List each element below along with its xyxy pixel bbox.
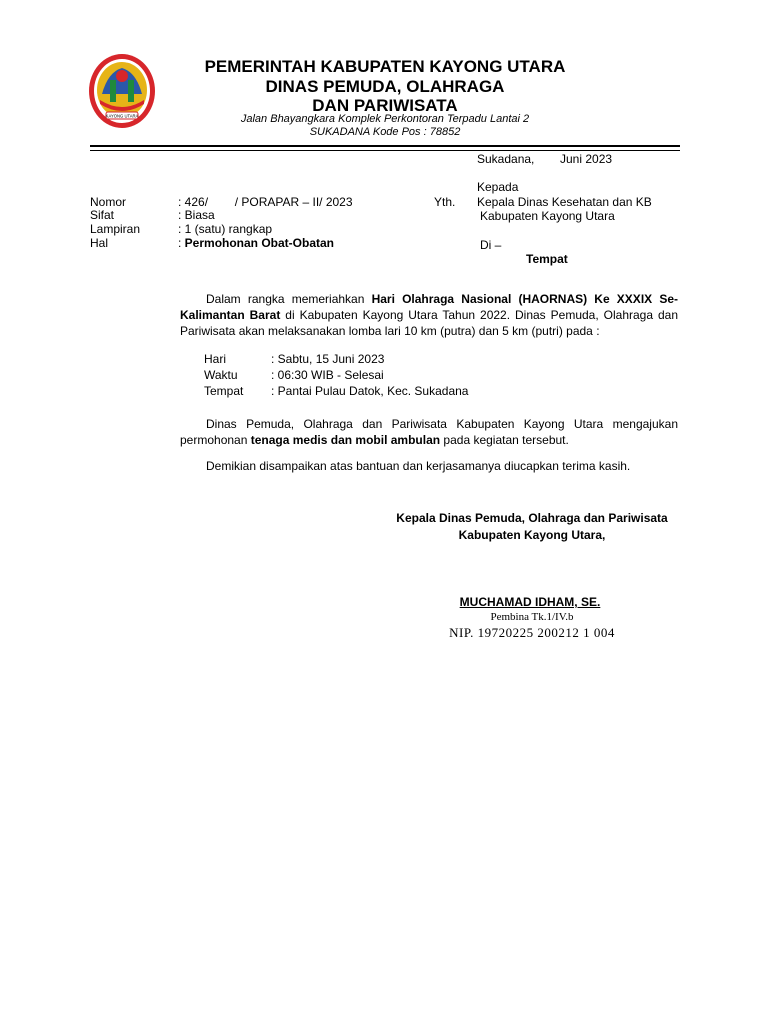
meta-hal-prefix: :	[178, 236, 185, 250]
date-month-year: Juni 2023	[560, 152, 613, 166]
signature-name-text: MUCHAMAD IDHAM, SE.	[459, 595, 601, 609]
recipient-kepada: Kepada	[477, 180, 519, 194]
recipient-tempat: Tempat	[526, 252, 568, 266]
signature-rank: Pembina Tk.1/IV.b	[490, 611, 574, 623]
schedule-label-waktu: Waktu	[204, 368, 238, 382]
body-paragraph-3: Demikian disampaikan atas bantuan dan kerjasamanya diucapkan terima kasih.	[206, 459, 631, 473]
meta-value-sifat: : Biasa	[178, 208, 215, 222]
signature-nip: NIP. 19720225 200212 1 004	[449, 625, 615, 640]
schedule-value-tempat: : Pantai Pulau Datok, Kec. Sukadana	[271, 384, 469, 398]
meta-value-nomor: : 426/ / PORAPAR – II/ 2023	[178, 195, 353, 209]
meta-label-lampiran: Lampiran	[90, 222, 141, 236]
recipient-line-1: Kepala Dinas Kesehatan dan KB	[477, 195, 652, 209]
meta-label-sifat: Sifat	[90, 208, 115, 222]
body-paragraph-2	[180, 416, 678, 448]
letterhead-line-1: PEMERINTAH KABUPATEN KAYONG UTARA	[204, 57, 566, 76]
signature-title-1: Kepala Dinas Pemuda, Olahraga dan Pariwisata	[396, 511, 668, 525]
letterhead-rule-thick	[90, 145, 680, 147]
date-place: Sukadana,	[477, 152, 535, 166]
meta-value-hal	[178, 236, 334, 250]
p2-rest: pada kegiatan tersebut.	[440, 433, 569, 447]
meta-label-hal: Hal	[90, 236, 109, 250]
recipient-di: Di –	[480, 238, 502, 252]
kayong-utara-emblem	[88, 52, 156, 130]
letterhead-line-3: DAN PARIWISATA	[312, 96, 458, 115]
recipient-yth: Yth.	[434, 195, 456, 209]
signature-title-2: Kabupaten Kayong Utara,	[458, 528, 606, 542]
signature-name	[348, 595, 712, 609]
meta-hal-subject: Permohonan Obat-Obatan	[184, 236, 335, 250]
schedule-label-hari: Hari	[204, 352, 227, 366]
letterhead-address: Jalan Bhayangkara Komplek Perkontoran Terpadu Lantai 2	[240, 113, 530, 125]
emblem-lettering: KAYONG UTARA	[105, 113, 139, 119]
p1-rest: di Kabupaten Kayong Utara Tahun 2022. Dinas Pemuda, Olahraga dan Pariwisata akan melaksanakan lomba lari 10 km (putra) dan 5 km (putri) pada :	[180, 308, 678, 338]
p2-intro: Dinas Pemuda, Olahraga dan Pariwisata Kabupaten Kayong Utara mengajukan permohonan	[180, 417, 678, 447]
letterhead-rule-thin	[90, 150, 680, 151]
schedule-label-tempat: Tempat	[204, 384, 244, 398]
recipient-line-2: Kabupaten Kayong Utara	[480, 209, 615, 223]
meta-label-nomor: Nomor	[90, 195, 127, 209]
letterhead-line-2: DINAS PEMUDA, OLAHRAGA	[265, 77, 505, 96]
p1-intro: Dalam rangka memeriahkan	[206, 292, 372, 306]
p2-request: tenaga medis dan mobil ambulan	[250, 433, 441, 447]
schedule-value-hari: : Sabtu, 15 Juni 2023	[271, 352, 385, 366]
schedule-value-waktu: : 06:30 WIB - Selesai	[271, 368, 384, 382]
body-paragraph-1	[180, 291, 678, 339]
meta-value-lampiran: : 1 (satu) rangkap	[178, 222, 273, 236]
letterhead-city-postal: SUKADANA Kode Pos : 78852	[309, 126, 461, 138]
p1-event-name: Hari Olahraga Nasional (HAORNAS) Ke XXXIX Se-Kalimantan Barat	[180, 292, 678, 322]
